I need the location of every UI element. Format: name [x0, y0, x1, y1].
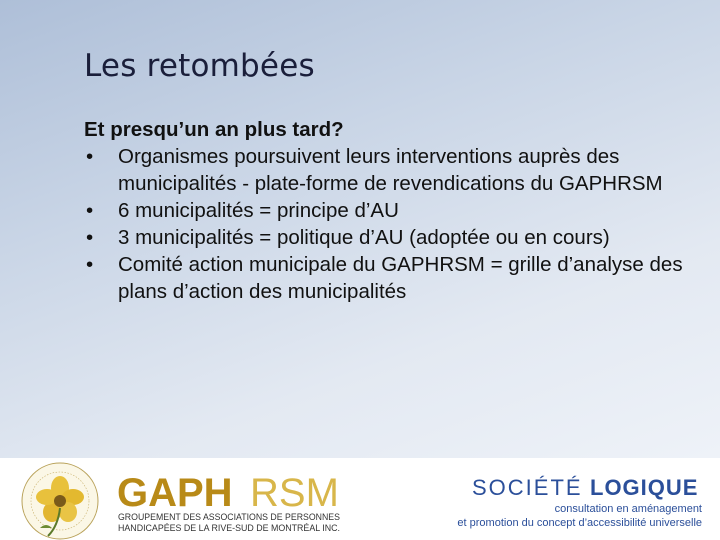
- footer-logos: [0, 458, 720, 540]
- bullet-item: [84, 224, 710, 251]
- bullet-item: [84, 251, 710, 305]
- bullet-item: [84, 143, 710, 197]
- slide-title: Les retombées: [84, 48, 315, 84]
- societe-logique-logo: [457, 475, 702, 529]
- bullet-marker: •: [86, 253, 94, 276]
- bullet-text: 3 municipalités = politique d’AU (adoptée ou en cours): [118, 226, 610, 249]
- bullet-marker: •: [86, 199, 94, 222]
- footer-logo-art: [0, 458, 720, 540]
- societe-tag1: consultation en aménagement: [554, 503, 702, 515]
- gaphrsm-name-light: RSM: [250, 471, 339, 515]
- gaphrsm-line1: GROUPEMENT DES ASSOCIATIONS DE PERSONNES: [118, 512, 340, 523]
- lead-question: Et presqu’un an plus tard?: [84, 118, 344, 141]
- bullet-item: [84, 197, 710, 224]
- societe-word1: SOCIÉTÉ: [472, 475, 583, 500]
- gaphrsm-line2: HANDICAPÉES DE LA RIVE-SUD DE MONTRÉAL INC.: [118, 523, 340, 534]
- gaphrsm-logo: [117, 471, 340, 534]
- bullet-text: 6 municipalités = principe d’AU: [118, 199, 399, 222]
- flower-seal-icon: [22, 463, 98, 539]
- societe-word2: LOGIQUE: [590, 475, 699, 500]
- bullet-marker: •: [86, 145, 94, 168]
- bullet-text: Comité action municipale du GAPHRSM = grille d’analyse des plans d’action des municipalités: [118, 253, 683, 303]
- gaphrsm-name-bold: GAPH: [117, 471, 233, 515]
- bullet-marker: •: [86, 226, 94, 249]
- bullet-text: Organismes poursuivent leurs interventions auprès des municipalités - plate-forme de revendications du GAPHRSM: [118, 145, 663, 195]
- slide-body: [84, 116, 710, 305]
- societe-tag2: et promotion du concept d’accessibilité universelle: [457, 517, 702, 529]
